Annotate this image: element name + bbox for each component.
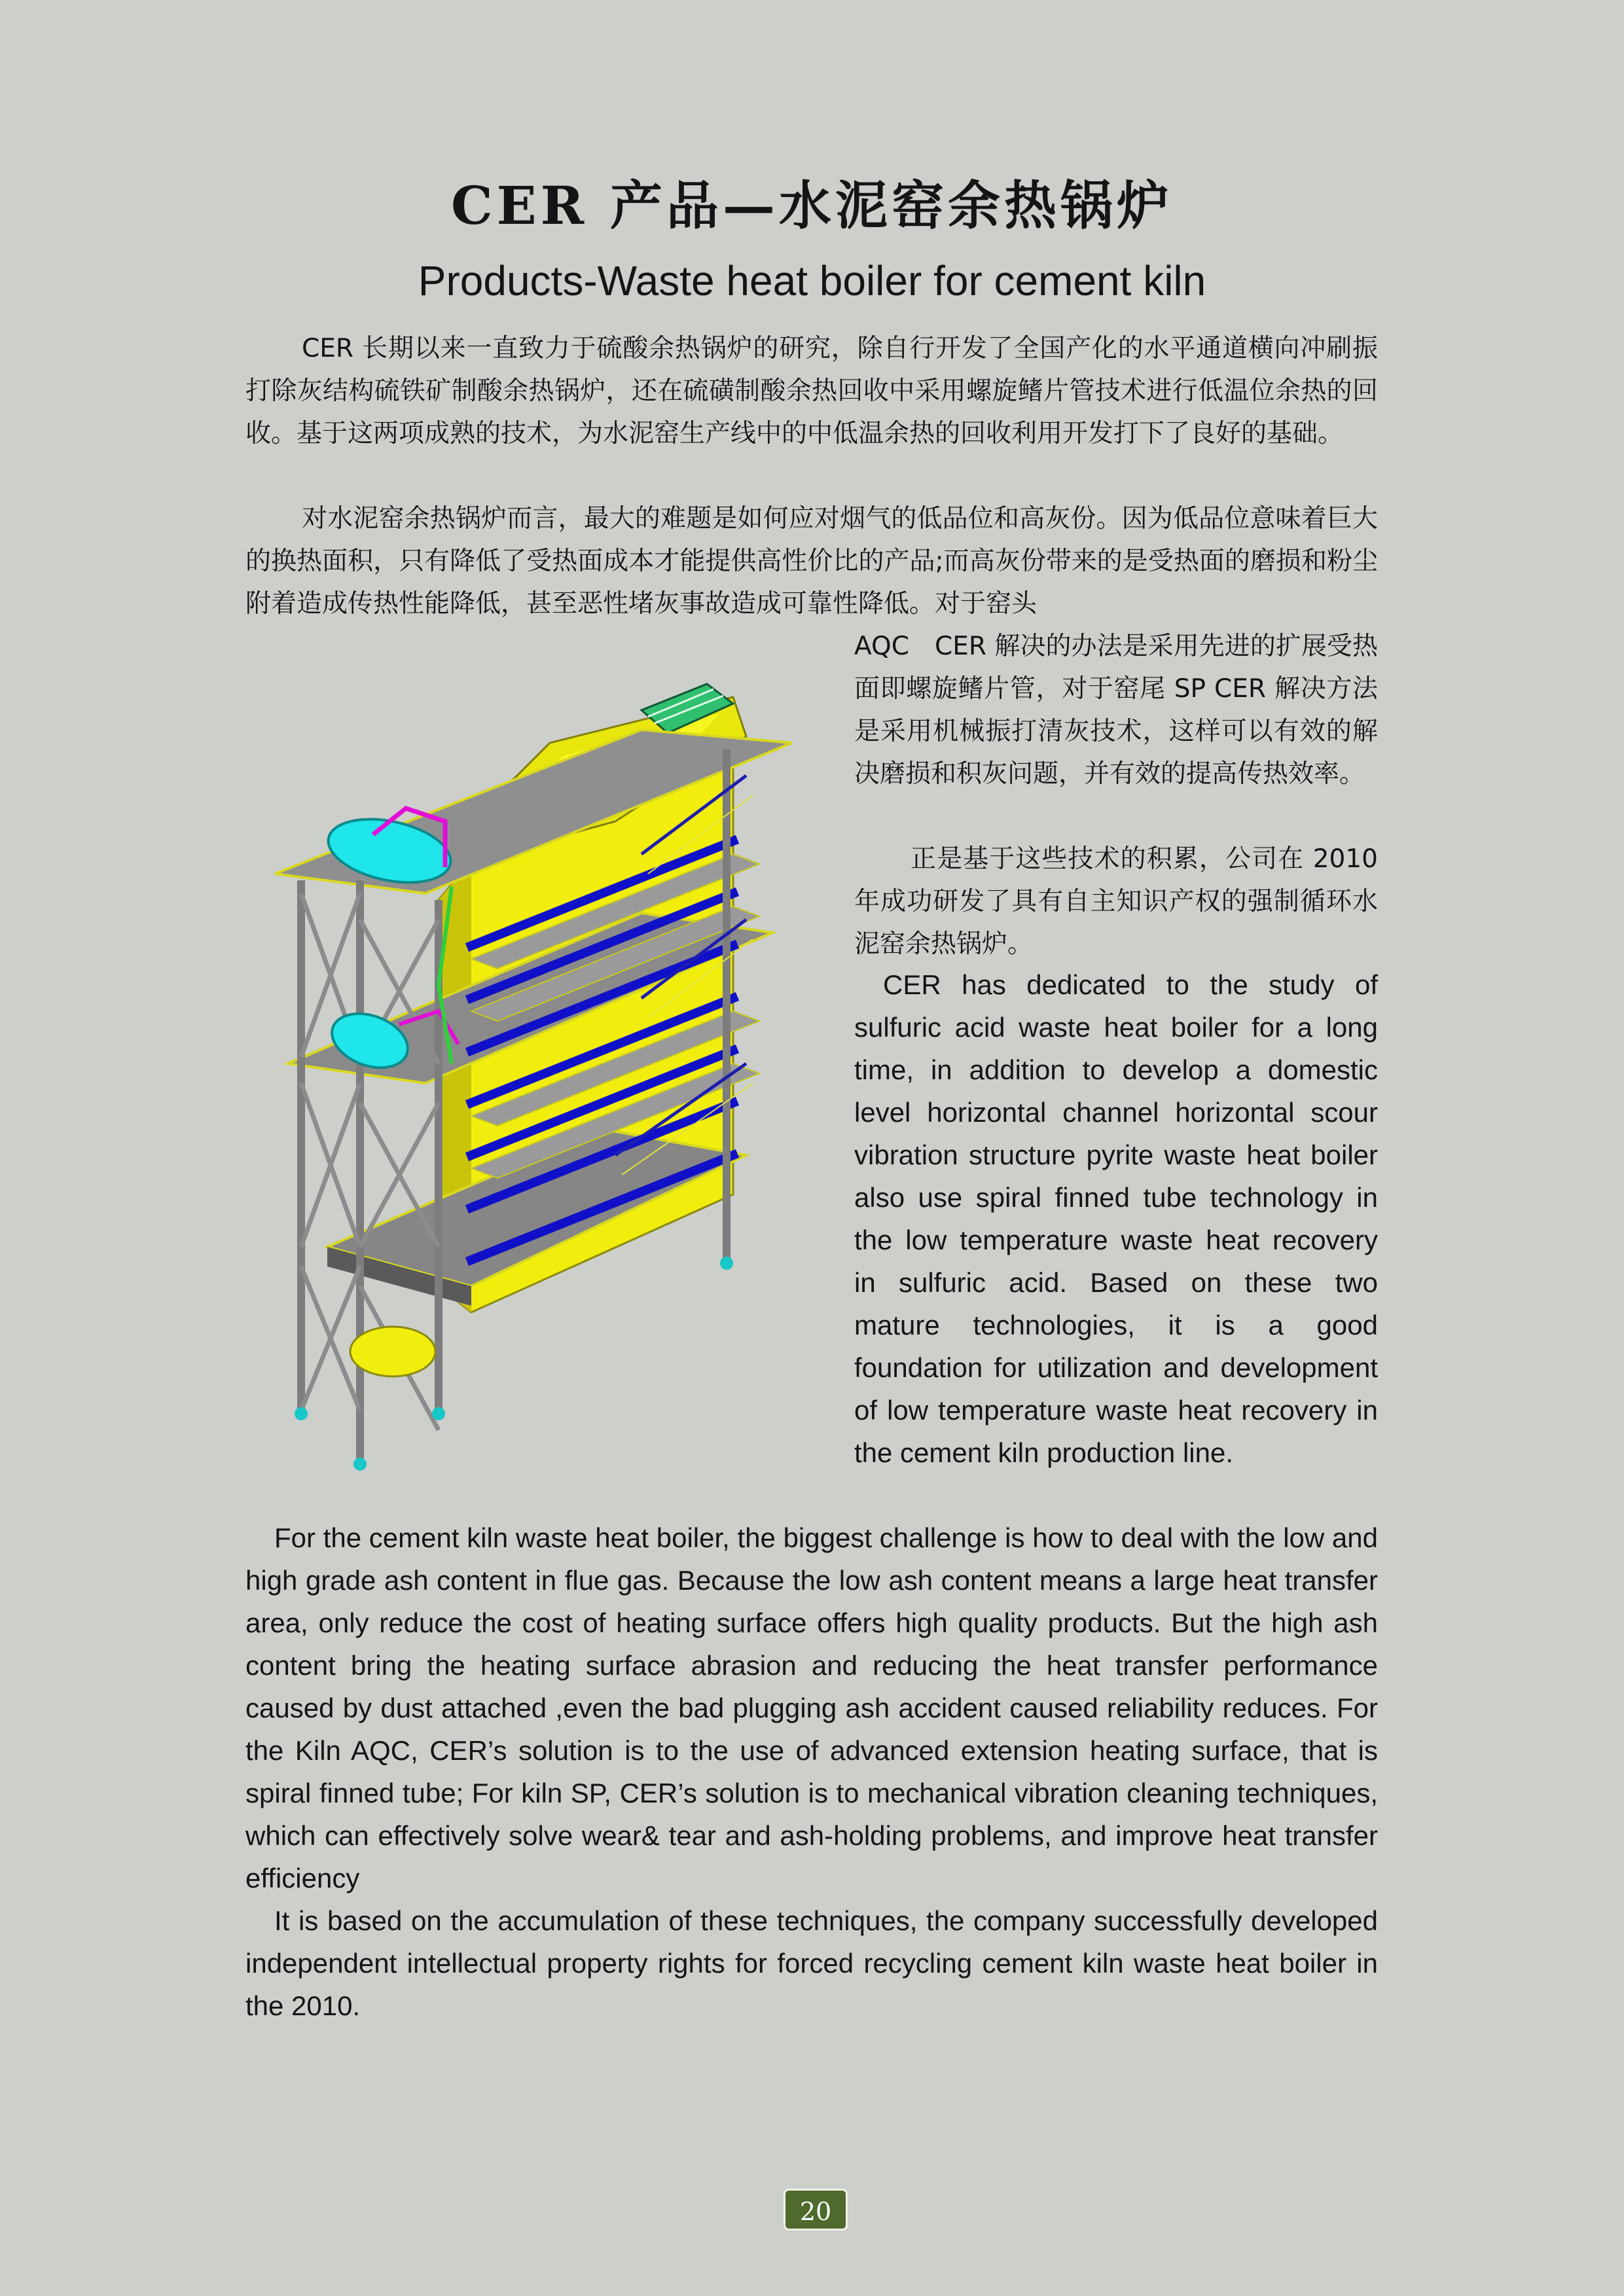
cn-paragraph-3: 正是基于这些技术的积累，公司在 2010 年成功研发了具有自主知识产权的强制循环水泥窑余热锅炉。 xyxy=(854,844,1378,959)
cn-paragraph-2-continued: AQC CER 解决的办法是采用先进的扩展受热面即螺旋鳍片管，对于窑尾 SP CER 解决方法是采用机械振打清灰技术，这样可以有效的解决磨损和积灰问题，并有效的提高传热效率。 xyxy=(854,632,1378,789)
en-paragraph-2: For the cement kiln waste heat boiler, the biggest challenge is how to deal with the low and high grade ash content in flue gas. Because the low ash content means a large heat transfer area, only reduce the cost of heating surface offers high quality products. But the high ash content bring the heating surface abrasion and reducing the heat transfer performance caused by dust attached ,even the bad plugging ash accident caused reliability reduces. For the Kiln AQC, CER’s solution is to the use of advanced extension heating surface, that is spiral finned tube; For kiln SP, CER’s solution is to mechanical vibration cleaning techniques, which can effectively solve wear& tear and ash-holding problems, and improve heat transfer efficiency xyxy=(245,1522,1378,1893)
page-title-en: Products-Waste heat boiler for cement kiln xyxy=(418,257,1206,304)
page-number-badge: 20 xyxy=(784,2189,848,2231)
en-paragraph-1: CER has dedicated to the study of sulfuric acid waste heat boiler for a long time, in addition to develop a domestic level horizontal channel horizontal scour vibration structure pyrite waste heat boiler also use spiral finned tube technology in the low temperature waste heat recovery in sulfuric acid. Based on these two mature technologies, it is a good foundation for utilization and development of low temperature waste heat recovery in the cement kiln production line. xyxy=(854,969,1378,1468)
boiler-3d-illustration xyxy=(275,658,792,1473)
cn-paragraph-1: CER 长期以来一直致力于硫酸余热锅炉的研究，除自行开发了全国产化的水平通道横向冲刷振打除灰结构硫铁矿制酸余热锅炉，还在硫磺制酸余热回收中采用螺旋鳍片管技术进行低温位余热的回收。基于这两项成熟的技术，为水泥窑生产线中的中低温余热的回收利用开发打下了良好的基础。 xyxy=(245,334,1378,448)
cn-paragraph-2: 对水泥窑余热锅炉而言，最大的难题是如何应对烟气的低品位和高灰份。因为低品位意味着巨大的换热面积，只有降低了受热面成本才能提供高性价比的产品;而高灰份带来的是受热面的磨损和粉尘附着造成传热性能降低，甚至恶性堵灰事故造成可靠性降低。对于窑头 xyxy=(245,504,1378,619)
en-paragraph-3: It is based on the accumulation of these techniques, the company successfully developed independent intellectual property rights for forced recycling cement kiln waste heat boiler in the 2010. xyxy=(245,1905,1378,2021)
page-title-cn: CER 产品—水泥窑余热锅炉 xyxy=(451,175,1173,236)
